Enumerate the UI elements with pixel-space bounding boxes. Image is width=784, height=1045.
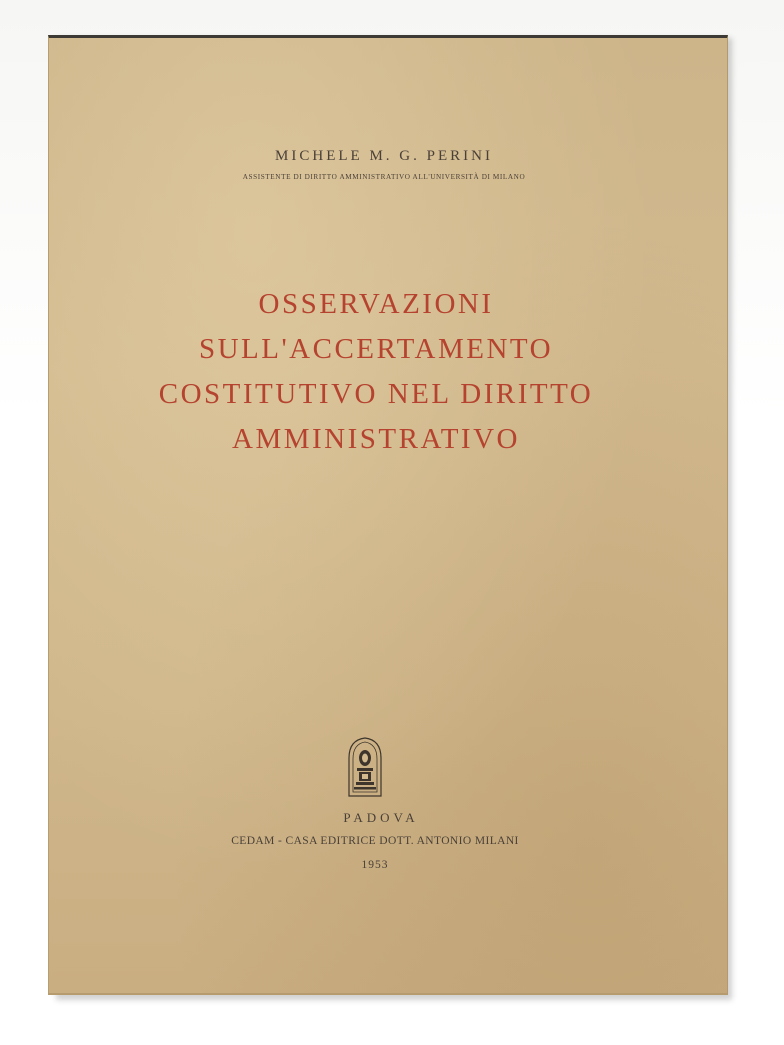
book-cover bbox=[48, 35, 728, 995]
title-line: COSTITUTIVO NEL DIRITTO bbox=[158, 378, 594, 410]
title-line: OSSERVAZIONI bbox=[258, 288, 494, 320]
publication-city: PADOVA bbox=[343, 810, 419, 825]
title-line: AMMINISTRATIVO bbox=[232, 423, 520, 455]
publisher-name: CEDAM - CASA EDITRICE DOTT. ANTONIO MILANI bbox=[231, 835, 519, 847]
title-line: SULL'ACCERTAMENTO bbox=[198, 333, 554, 365]
publication-year: 1953 bbox=[361, 859, 389, 871]
publisher-emblem-icon bbox=[345, 736, 385, 798]
author-name: MICHELE M. G. PERINI bbox=[275, 148, 493, 164]
author-affiliation: ASSISTENTE DI DIRITTO AMMINISTRATIVO ALL'UNIVERSITÀ DI MILANO bbox=[242, 173, 526, 181]
book-title bbox=[37, 282, 715, 462]
